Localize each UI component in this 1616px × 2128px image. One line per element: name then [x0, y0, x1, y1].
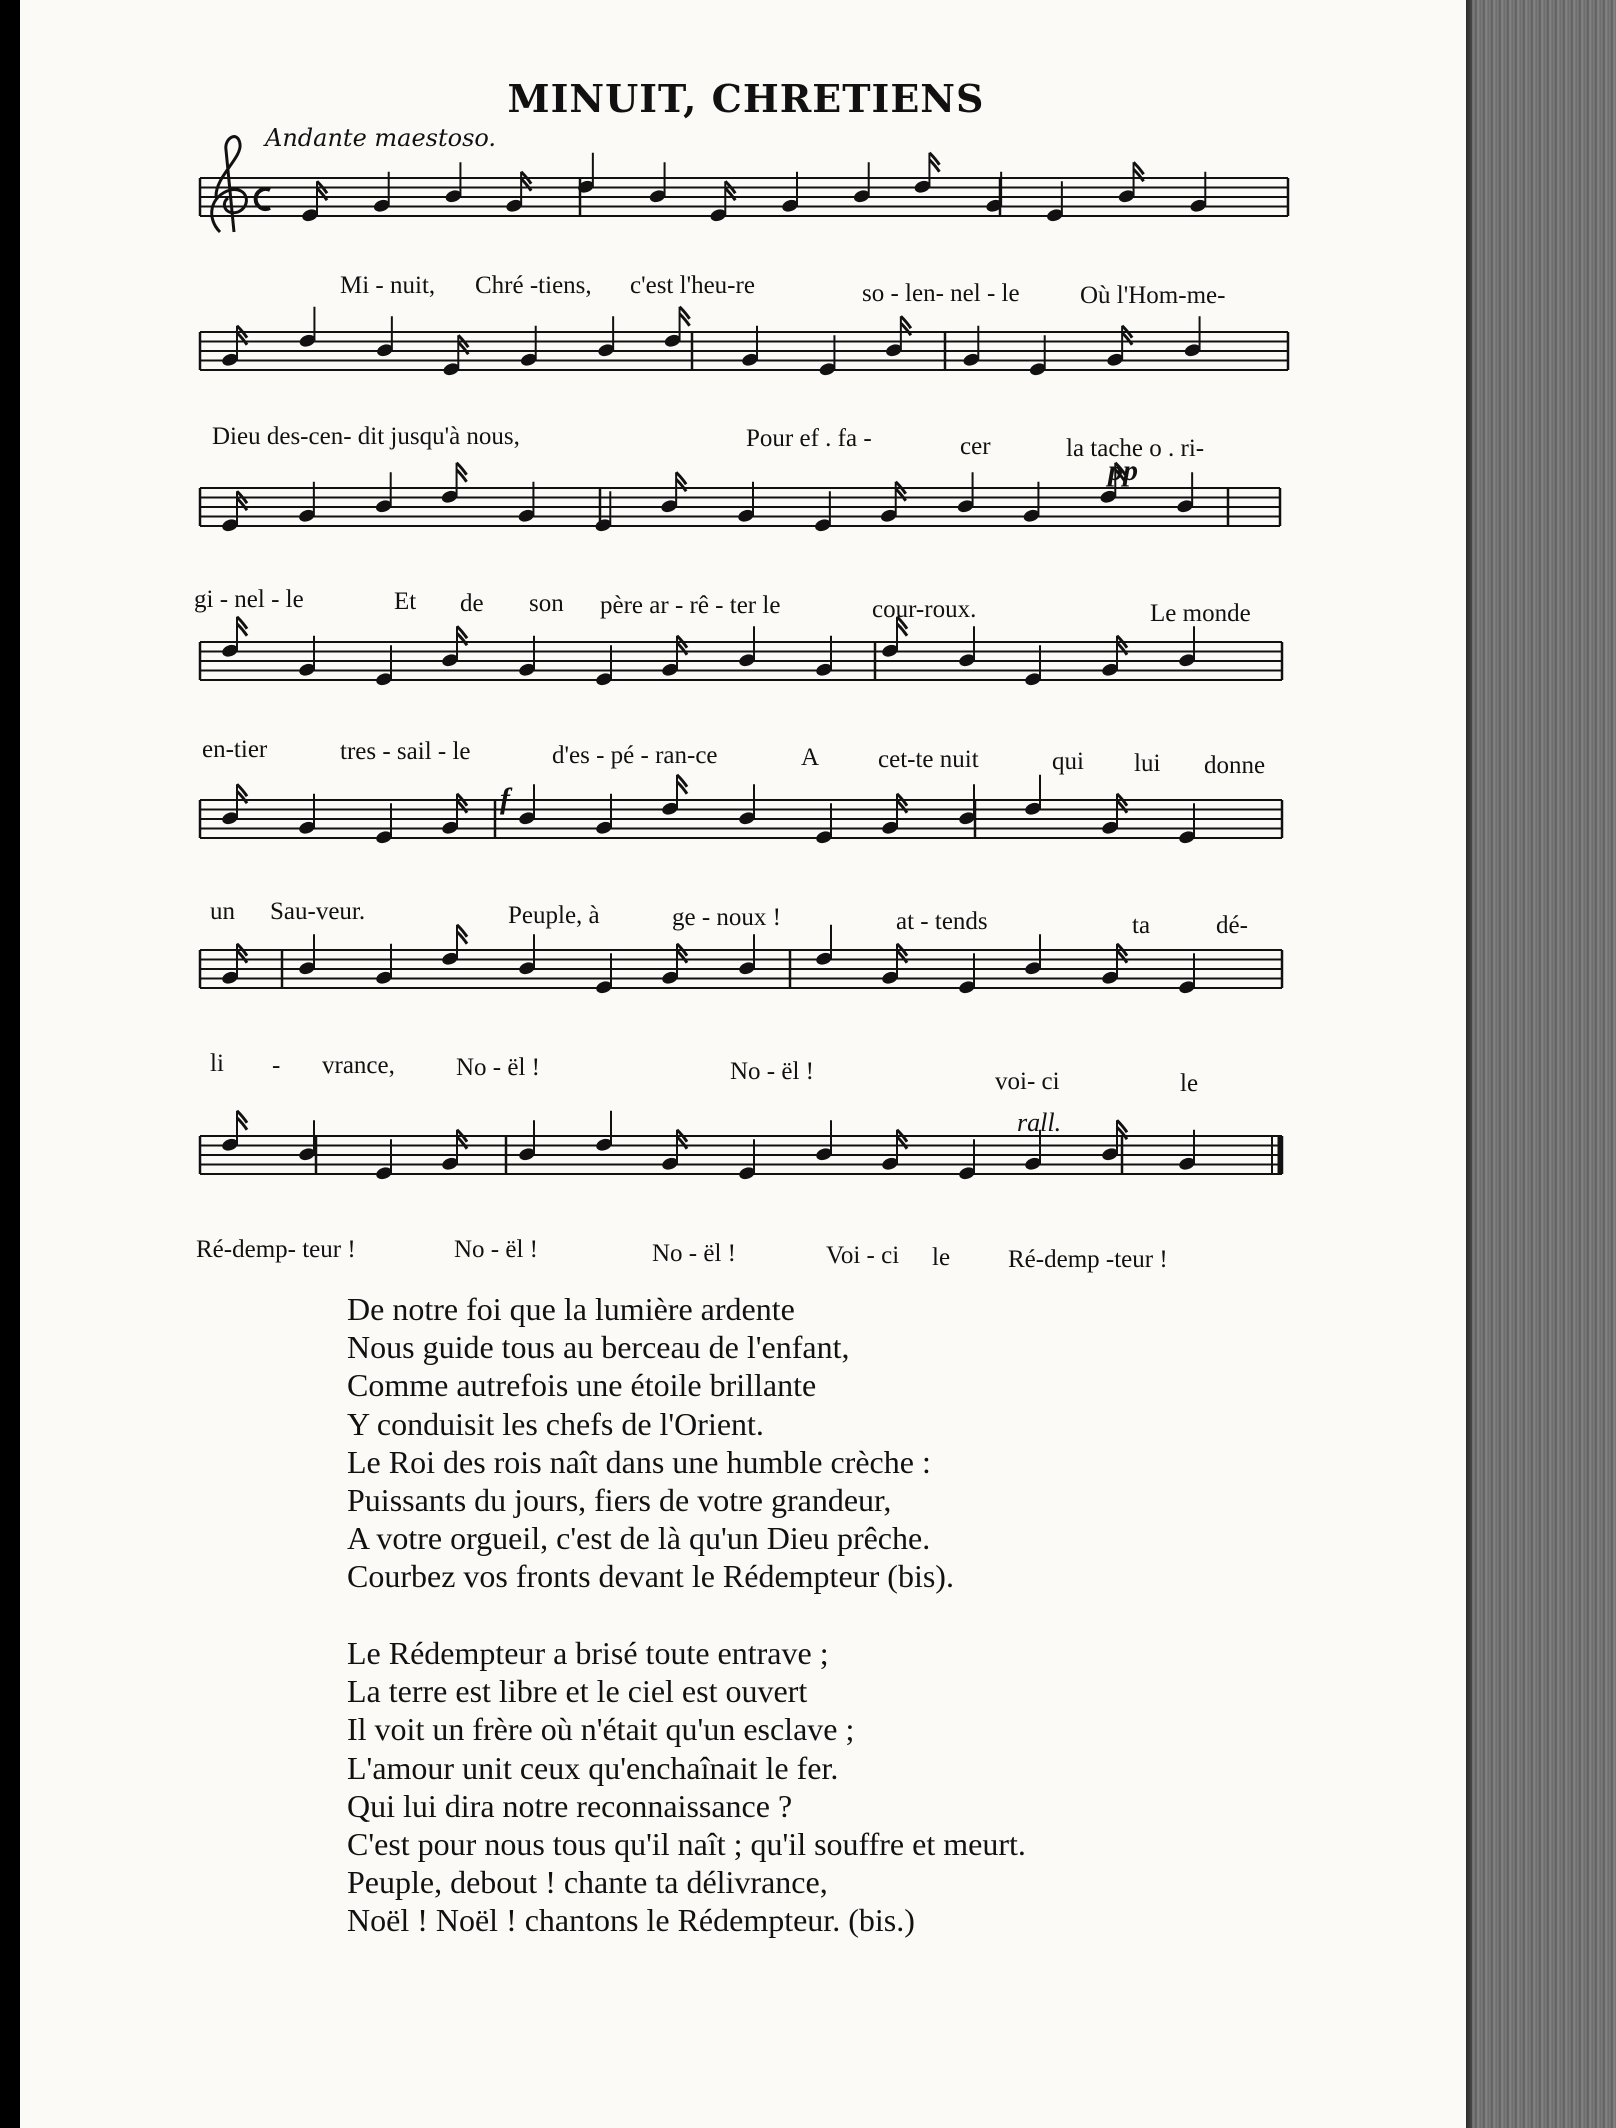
lyric-word: so - len- nel - le — [862, 280, 1020, 307]
verse-line: Le Rédempteur a brisé toute entrave ; — [347, 1635, 829, 1671]
lyric-word: cour-roux. — [872, 596, 977, 623]
lyric-word: d'es - pé - ran-ce — [552, 742, 718, 769]
verse-line: L'amour unit ceux qu'enchaînait le fer. — [347, 1749, 839, 1786]
lyric-word: gi - nel - le — [194, 586, 304, 613]
lyric-word: vrance, — [322, 1052, 395, 1079]
lyric-word: le — [932, 1244, 951, 1271]
lyric-word: ge - noux ! — [672, 904, 781, 931]
dynamic-pianissimo: pp — [1108, 454, 1138, 487]
lyric-word: de — [460, 590, 484, 617]
lyric-word: cer — [960, 433, 991, 460]
verse-line: A votre orgueil, c'est de là qu'un Dieu prêche. — [347, 1520, 931, 1557]
lyric-word: en-tier — [202, 736, 268, 763]
verse-line: Courbez vos fronts devant le Rédempteur (bis). — [347, 1558, 954, 1595]
lyric-word: Où l'Hom-me- — [1080, 282, 1226, 309]
lyric-word: - — [272, 1052, 281, 1079]
lyric-word: Le monde — [1150, 600, 1251, 627]
lyric-word: lui — [1134, 750, 1161, 777]
verse-line: Le Roi des rois naît dans une humble crèche : — [347, 1443, 931, 1480]
lyric-word: A — [801, 744, 820, 771]
lyric-word: No - ël ! — [456, 1054, 540, 1081]
lyric-word: No - ël ! — [730, 1058, 814, 1085]
treble-clef-icon — [212, 137, 247, 232]
lyric-word: Pour ef . fa - — [746, 425, 872, 452]
lyric-word: Sau-veur. — [270, 898, 366, 925]
dynamic-forte: f — [500, 782, 510, 815]
verse-line: Noël ! Noël ! chantons le Rédempteur. (bis.) — [347, 1902, 915, 1939]
lyric-word: c'est l'heu-re — [630, 272, 755, 299]
verse-3 — [347, 1634, 1026, 1940]
verse-line: Nous guide tous au berceau de l'enfant, — [347, 1329, 850, 1366]
song-page — [20, 0, 1472, 2128]
tempo-marking: Andante maestoso. — [265, 124, 497, 152]
book-page-edges — [1472, 0, 1616, 2128]
lyric-word: voi- ci — [995, 1068, 1060, 1095]
verse-line: Il voit un frère où n'était qu'un esclave ; — [347, 1711, 855, 1748]
lyric-word: donne — [1204, 752, 1266, 779]
lyric-word: No - ël ! — [454, 1236, 538, 1263]
lyric-word: Peuple, à — [508, 902, 600, 929]
lyric-word: Voi - ci — [826, 1242, 900, 1269]
lyric-word: qui — [1052, 748, 1084, 775]
verse-line: De notre foi que la lumière ardente — [347, 1291, 795, 1327]
verse-line: Peuple, debout ! chante ta délivrance, — [347, 1864, 828, 1901]
verse-line: Qui lui dira notre reconnaissance ? — [347, 1787, 793, 1824]
lyric-word: Et — [394, 588, 417, 615]
lyric-word: Dieu des-cen- dit jusqu'à nous, — [212, 423, 520, 450]
lyric-word: No - ël ! — [652, 1240, 736, 1267]
verse-line: Comme autrefois une étoile brillante — [347, 1367, 817, 1404]
lyric-word: son — [529, 590, 564, 617]
lyric-word: père ar - rê - ter le — [600, 592, 781, 619]
lyric-word: ta — [1132, 912, 1151, 939]
lyric-word: la tache o . ri- — [1066, 435, 1205, 462]
verse-line: C'est pour nous tous qu'il naît ; qu'il souffre et meurt. — [347, 1826, 1026, 1863]
lyric-word: Mi - nuit, — [340, 272, 436, 299]
lyric-word: un — [210, 898, 235, 925]
verse-line: Y conduisit les chefs de l'Orient. — [347, 1405, 764, 1442]
lyric-word: cet-te nuit — [878, 746, 979, 773]
verse-line: La terre est libre et le ciel est ouvert — [347, 1673, 808, 1710]
verse-line: Puissants du jours, fiers de votre grandeur, — [347, 1482, 892, 1519]
dynamic-rallentando: rall. — [1017, 1108, 1062, 1137]
lyric-word: li — [210, 1050, 224, 1077]
lyric-word: dé- — [1216, 912, 1248, 939]
verse-2 — [347, 1290, 954, 1596]
song-title: MINUIT, CHRETIENS — [507, 76, 985, 121]
lyric-word: le — [1180, 1070, 1199, 1097]
lyric-word: Ré-demp -teur ! — [1008, 1246, 1168, 1273]
lyric-word: Ré-demp- teur ! — [196, 1236, 356, 1263]
lyric-word: at - tends — [896, 908, 988, 935]
lyric-word: Chré -tiens, — [475, 272, 592, 299]
lyric-word: tres - sail - le — [340, 738, 471, 765]
